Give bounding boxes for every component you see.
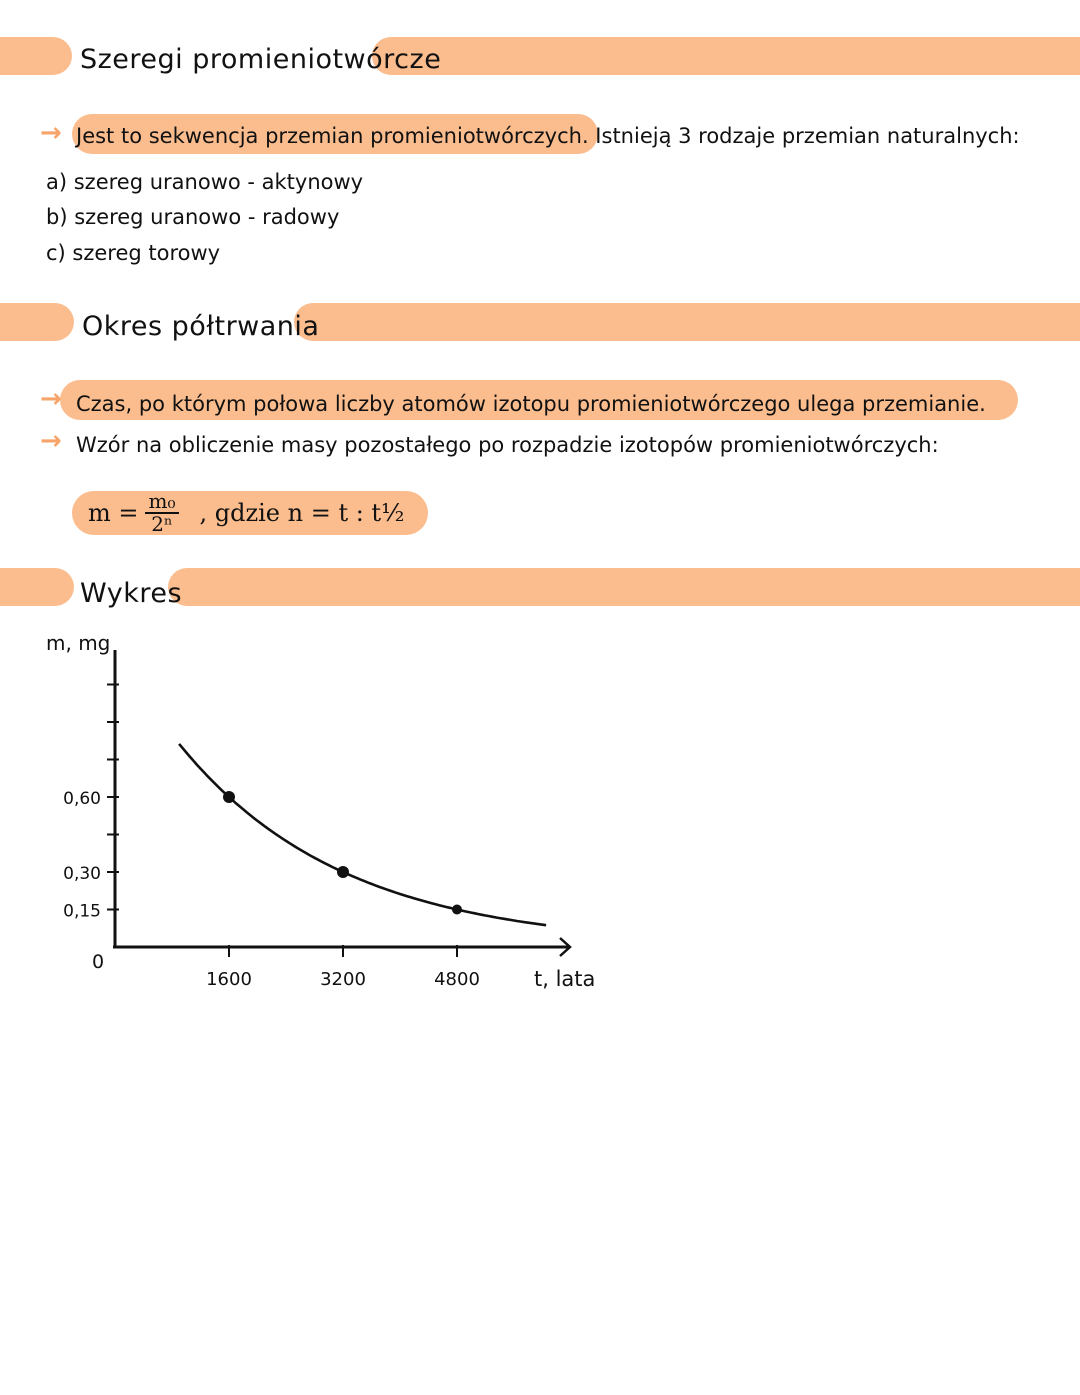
formula-tail: , gdzie n = t : t½ [199,499,405,527]
x-tick-label: 3200 [320,969,366,990]
formula-intro-text: Wzór na obliczenie masy pozostałego po rozpadzie izotopów promieniotwórczych: [76,433,939,457]
y-tick-label: 0,30 [63,864,101,884]
arrow-icon: → [40,118,62,148]
arrow-icon: → [40,426,62,456]
x-tick-label: 1600 [206,969,252,990]
arrow-icon: → [40,384,62,414]
y-tick-label: 0,15 [63,901,101,922]
origin-label: 0 [92,951,105,973]
series-list-item: c) szereg torowy [46,241,221,265]
section-heading-chart: Wykres [80,578,183,609]
halflife-definition-text: Czas, po którym połowa liczby atomów izotopu promieniotwórczego ulega przemianie. [76,392,986,416]
x-ticks [206,945,480,990]
data-point [223,791,235,803]
data-point [337,866,349,878]
series-list-item: b) szereg uranowo - radowy [46,205,340,229]
formula-numerator: m₀ [145,491,180,514]
formula-denominator: 2ⁿ [151,512,173,536]
decay-curve [179,744,546,925]
data-point [452,905,462,915]
heading-highlight-right [372,37,1080,75]
section-heading-halflife: Okres półtrwania [82,311,320,342]
series-intro-text: Jest to sekwencja przemian promieniotwórczych. Istnieją 3 rodzaje przemian naturalnych: [76,124,1020,148]
section-heading-series: Szeregi promieniotwórcze [80,44,442,75]
x-axis-label: t, lata [534,967,596,991]
y-tick-label: 0,60 [63,789,101,809]
heading-highlight-left [0,303,74,341]
y-axis-label: m, mg [46,631,111,655]
formula-lhs: m = [88,499,139,527]
decay-formula [88,487,404,539]
heading-highlight-right [294,303,1080,341]
data-points [223,791,462,915]
y-minor-ticks [107,685,119,835]
decay-chart [0,600,640,1000]
heading-highlight-left [0,37,72,75]
y-ticks [63,789,119,922]
series-list-item: a) szereg uranowo - aktynowy [46,170,364,194]
formula-fraction [145,491,180,535]
x-tick-label: 4800 [434,969,480,990]
